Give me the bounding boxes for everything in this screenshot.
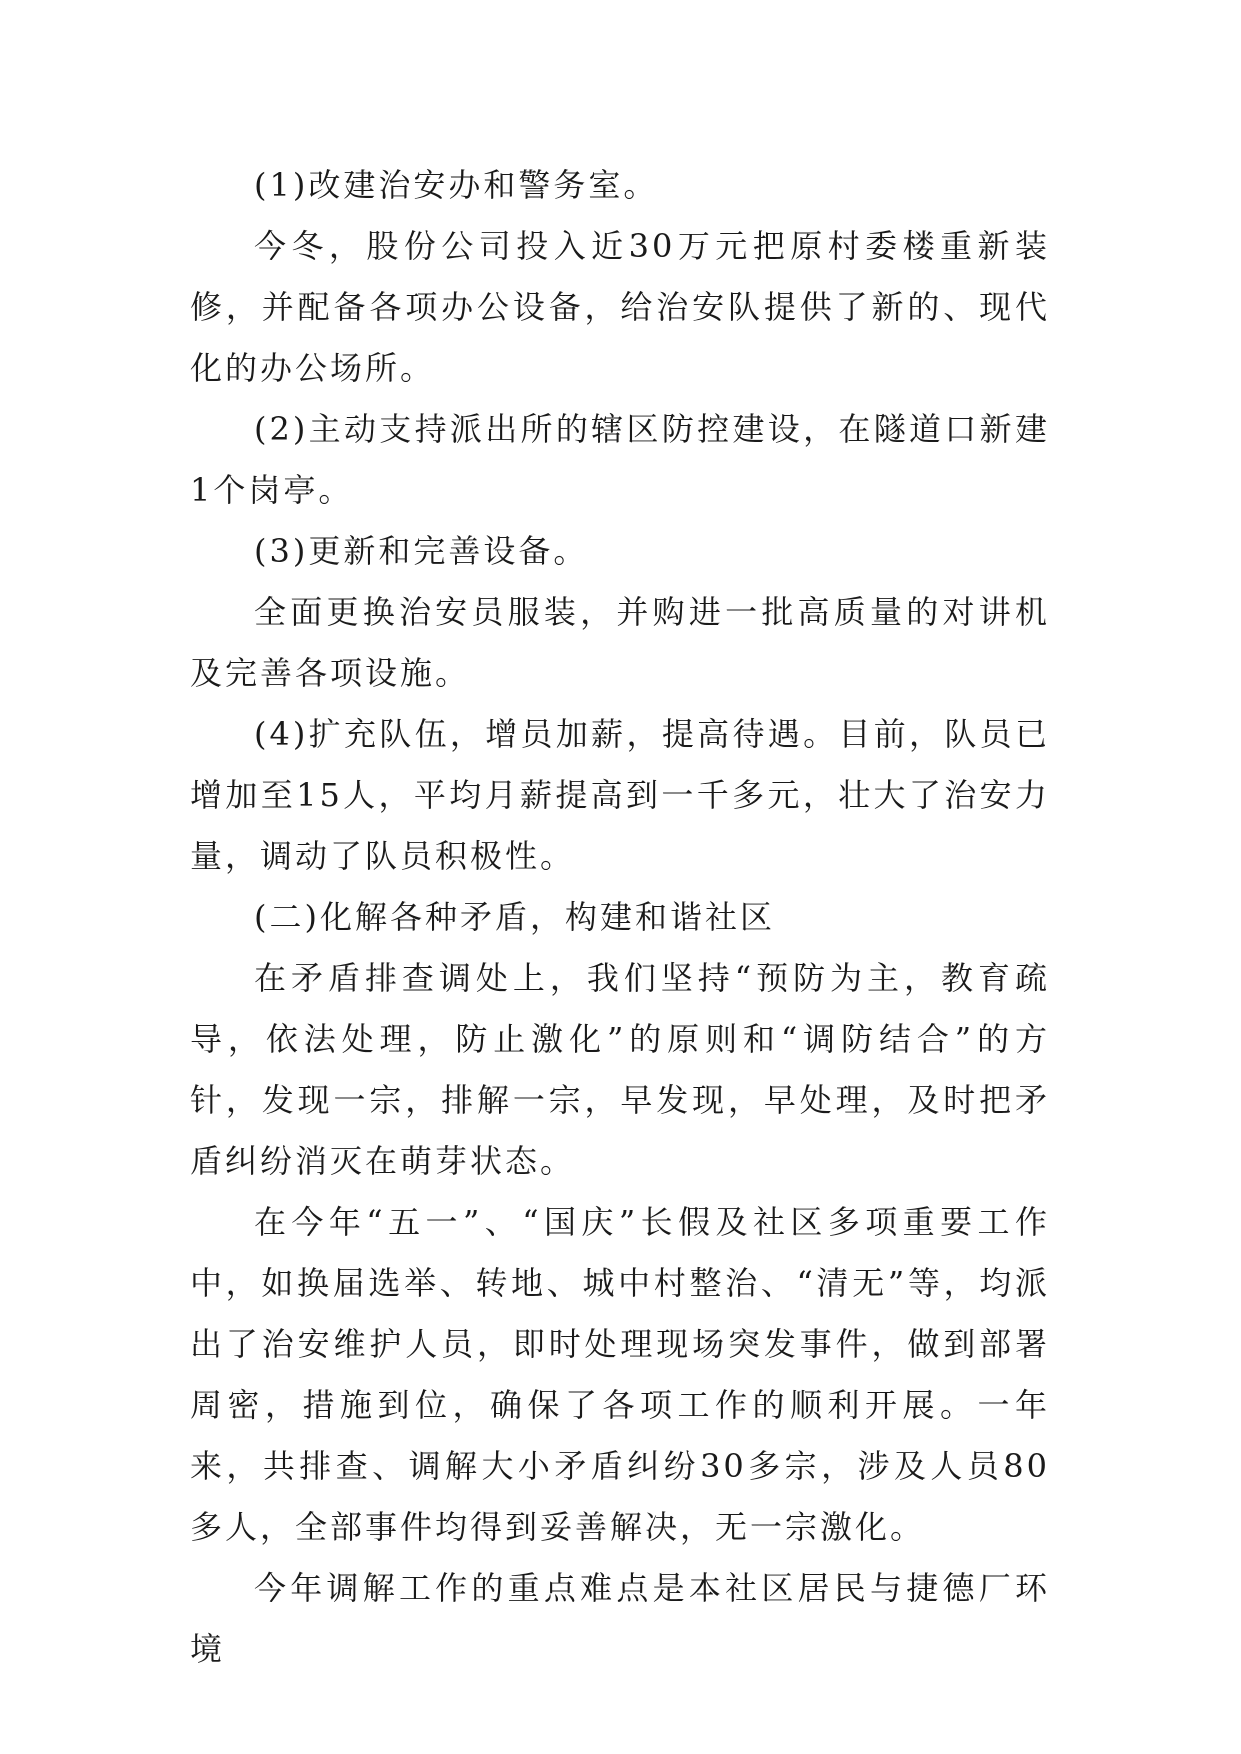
paragraph-5: 全面更换治安员服装，并购进一批高质量的对讲机及完善各项设施。 xyxy=(190,593,1050,692)
paragraph-3: (2)主动支持派出所的辖区防控建设，在隧道口新建1个岗亭。 xyxy=(190,410,1050,509)
paragraph-4: (3)更新和完善设备。 xyxy=(254,532,589,570)
section-heading: (二)化解各种矛盾，构建和谐社区 xyxy=(254,898,775,936)
paragraph-2: 今冬，股份公司投入近30万元把原村委楼重新装修，并配备各项办公设备，给治安队提供了新的、现代化的办公场所。 xyxy=(190,227,1050,387)
paragraph-6: (4)扩充队伍，增员加薪，提高待遇。目前，队员已增加至15人，平均月薪提高到一千多元，壮大了治安力量，调动了队员积极性。 xyxy=(190,715,1050,875)
paragraph-8: 在矛盾排查调处上，我们坚持“预防为主，教育疏导，依法处理，防止激化”的原则和“调防结合”的方针，发现一宗，排解一宗，早发现，早处理，及时把矛盾纠纷消灭在萌芽状态。 xyxy=(190,959,1050,1180)
paragraph-10: 今年调解工作的重点难点是本社区居民与捷德厂环境 xyxy=(190,1569,1050,1668)
document-body xyxy=(190,155,1050,1680)
paragraph-1: (1)改建治安办和警务室。 xyxy=(254,166,659,204)
paragraph-9: 在今年“五一”、“国庆”长假及社区多项重要工作中，如换届选举、转地、城中村整治、“清无”等，均派出了治安维护人员，即时处理现场突发事件，做到部署周密，措施到位，确保了各项工作的顺利开展。一年来，共排查、调解大小矛盾纠纷30多宗，涉及人员80多人，全部事件均得到妥善解决，无一宗激化。 xyxy=(190,1203,1050,1546)
